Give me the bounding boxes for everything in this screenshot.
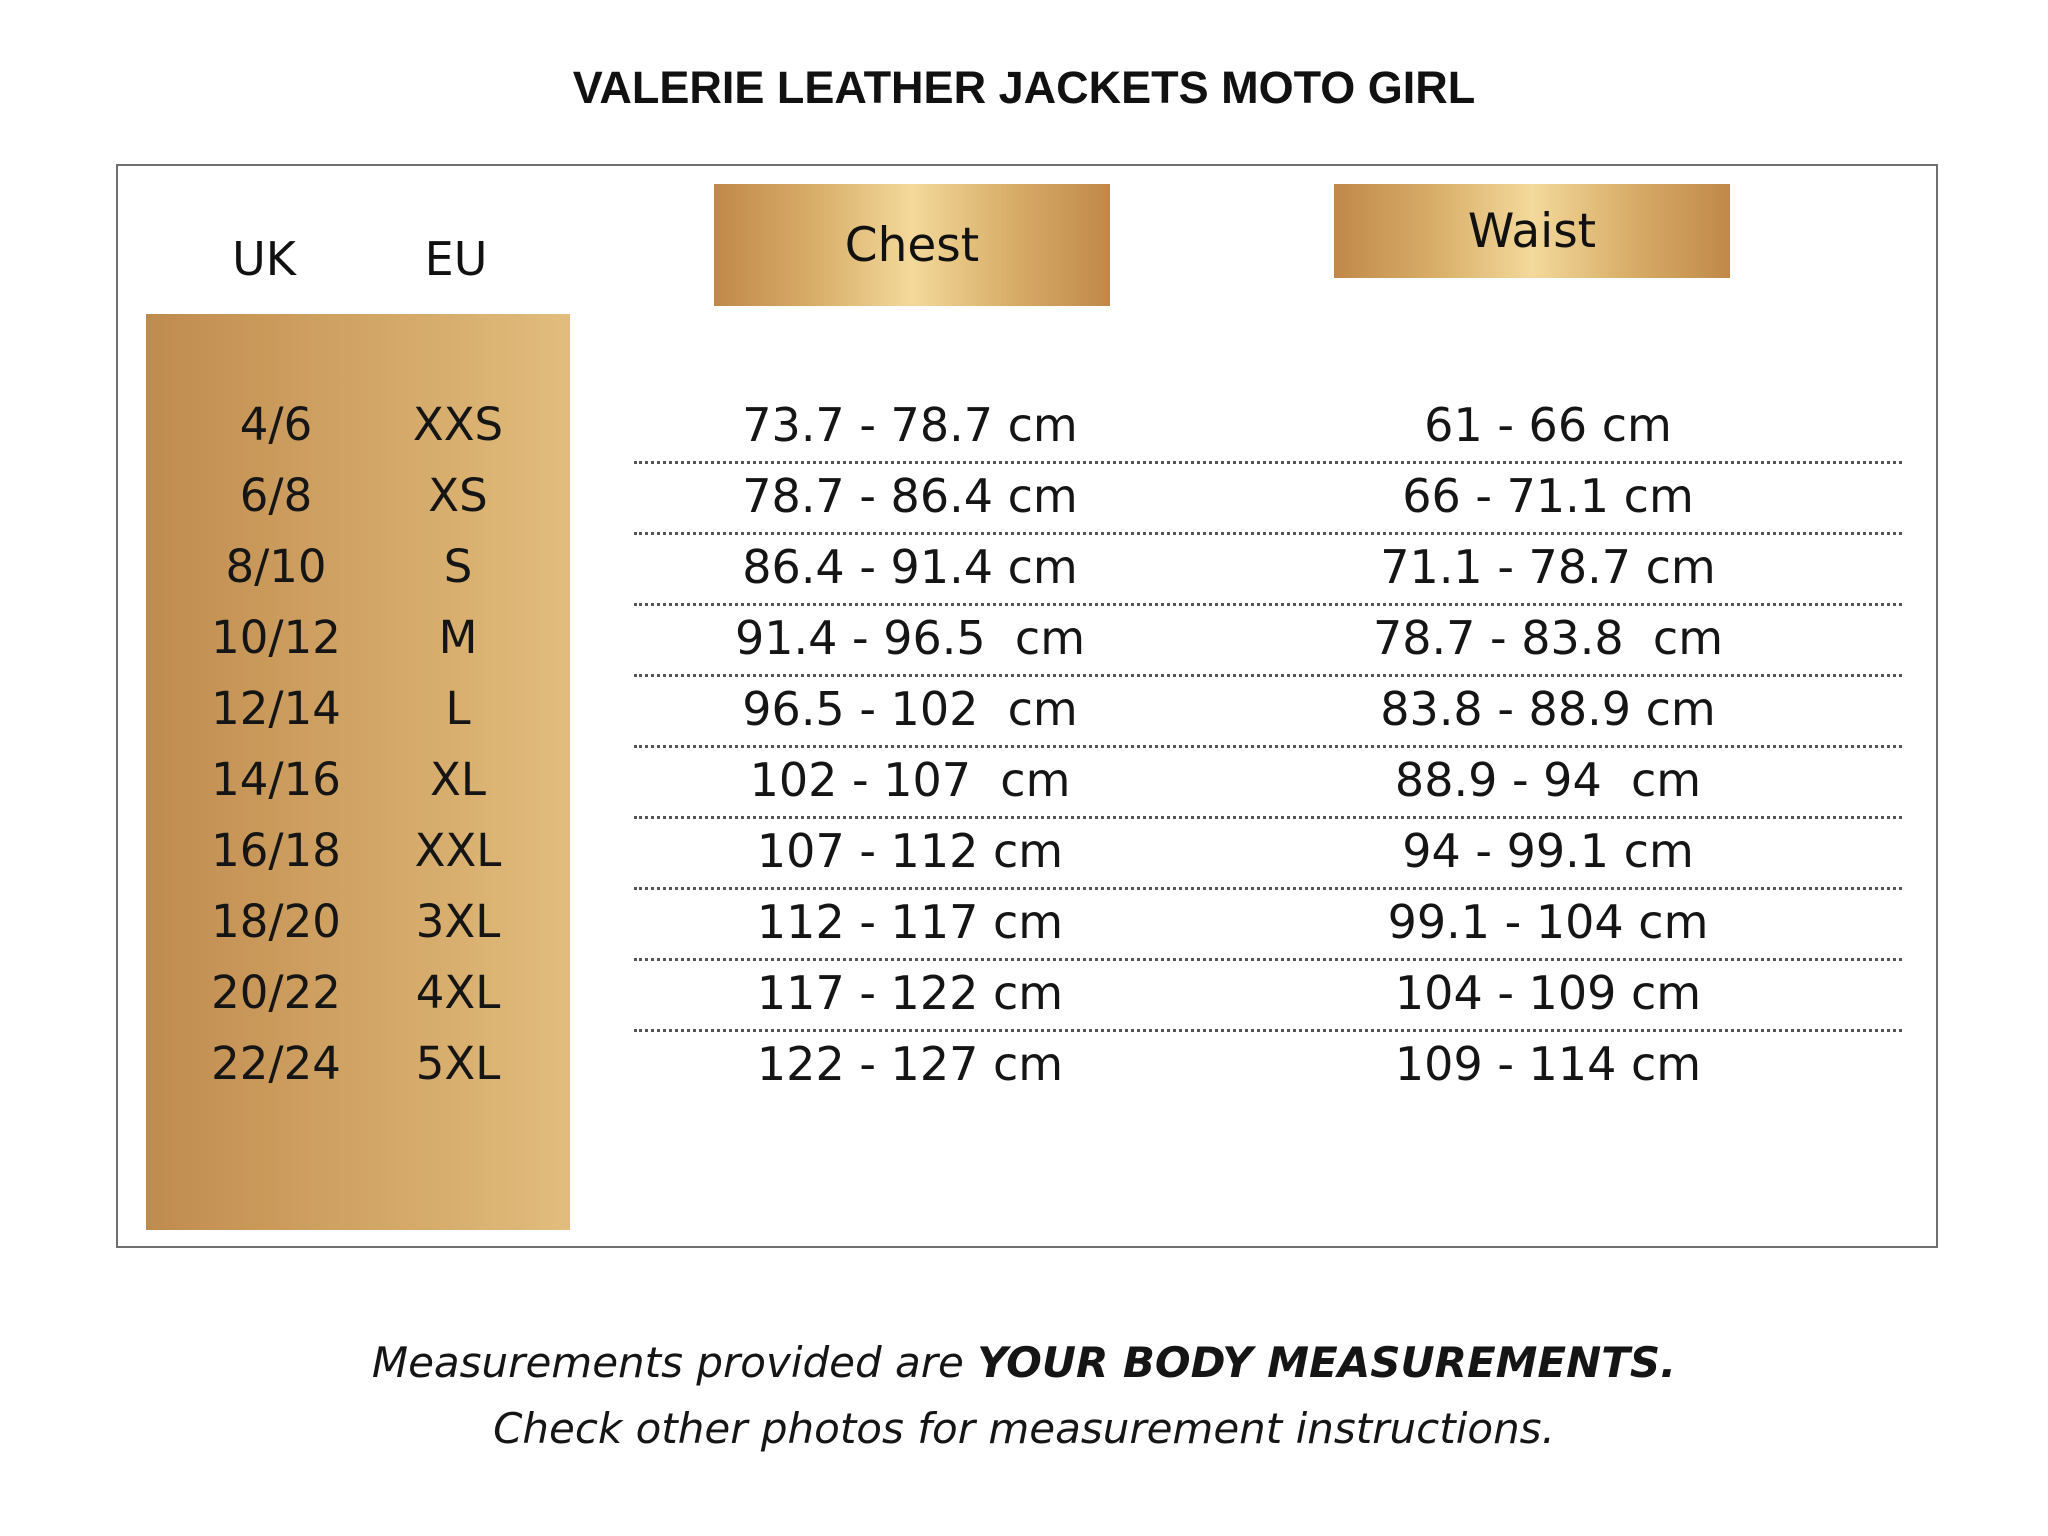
chest-value: 122 - 127 cm: [756, 1037, 1064, 1091]
row-divider: [634, 674, 1902, 677]
waist-value: 83.8 - 88.9 cm: [1380, 682, 1716, 736]
eu-size: XS: [428, 469, 488, 522]
eu-column-header: EU: [424, 232, 488, 286]
waist-value: 66 - 71.1 cm: [1402, 469, 1694, 523]
row-divider: [634, 816, 1902, 819]
uk-size: 10/12: [211, 611, 341, 664]
row-divider: [634, 1029, 1902, 1032]
note-emphasis: YOUR BODY MEASUREMENTS.: [977, 1338, 1677, 1387]
eu-size: M: [438, 611, 478, 664]
chest-value: 86.4 - 91.4 cm: [742, 540, 1078, 594]
chest-value: 107 - 112 cm: [756, 824, 1064, 878]
eu-size: XXL: [414, 824, 502, 877]
uk-size: 4/6: [239, 398, 313, 451]
waist-value: 99.1 - 104 cm: [1387, 895, 1709, 949]
eu-size: XL: [430, 753, 486, 806]
waist-value: 109 - 114 cm: [1394, 1037, 1702, 1091]
uk-size: 16/18: [211, 824, 341, 877]
waist-value: 78.7 - 83.8 cm: [1372, 611, 1724, 665]
chest-value: 96.5 - 102 cm: [742, 682, 1078, 736]
chest-value: 102 - 107 cm: [749, 753, 1071, 807]
uk-size: 12/14: [211, 682, 341, 735]
chest-value: 73.7 - 78.7 cm: [742, 398, 1078, 452]
waist-value: 61 - 66 cm: [1424, 398, 1672, 452]
eu-size: L: [445, 682, 471, 735]
eu-size: S: [443, 540, 473, 593]
waist-header-label: Waist: [1467, 203, 1597, 259]
chart-title: VALERIE LEATHER JACKETS MOTO GIRL: [572, 62, 1476, 113]
row-divider: [634, 603, 1902, 606]
measurement-note-line1: [0, 1338, 2048, 1387]
chest-value: 112 - 117 cm: [756, 895, 1064, 949]
row-divider: [634, 461, 1902, 464]
chest-value: 117 - 122 cm: [756, 966, 1064, 1020]
chest-header-label: Chest: [844, 217, 980, 273]
uk-size: 20/22: [211, 966, 341, 1019]
uk-column-header: UK: [232, 232, 296, 286]
uk-size: 14/16: [211, 753, 341, 806]
waist-value: 104 - 109 cm: [1394, 966, 1702, 1020]
eu-size: 3XL: [415, 895, 501, 948]
row-divider: [634, 532, 1902, 535]
note-prefix: Measurements provided are: [371, 1338, 978, 1387]
waist-value: 94 - 99.1 cm: [1402, 824, 1694, 878]
uk-size: 22/24: [211, 1037, 341, 1090]
eu-size: XXS: [412, 398, 504, 451]
eu-size: 4XL: [415, 966, 501, 1019]
uk-size: 18/20: [211, 895, 341, 948]
row-divider: [634, 745, 1902, 748]
waist-header: [1334, 184, 1730, 278]
uk-size: 6/8: [239, 469, 313, 522]
waist-value: 88.9 - 94 cm: [1394, 753, 1702, 807]
row-divider: [634, 958, 1902, 961]
chest-value: 91.4 - 96.5 cm: [734, 611, 1086, 665]
uk-size: 8/10: [225, 540, 327, 593]
chest-header: [714, 184, 1110, 306]
row-divider: [634, 887, 1902, 890]
measurement-note-line2: Check other photos for measurement instructions.: [493, 1404, 1555, 1453]
waist-value: 71.1 - 78.7 cm: [1380, 540, 1716, 594]
eu-size: 5XL: [415, 1037, 501, 1090]
chest-value: 78.7 - 86.4 cm: [742, 469, 1078, 523]
